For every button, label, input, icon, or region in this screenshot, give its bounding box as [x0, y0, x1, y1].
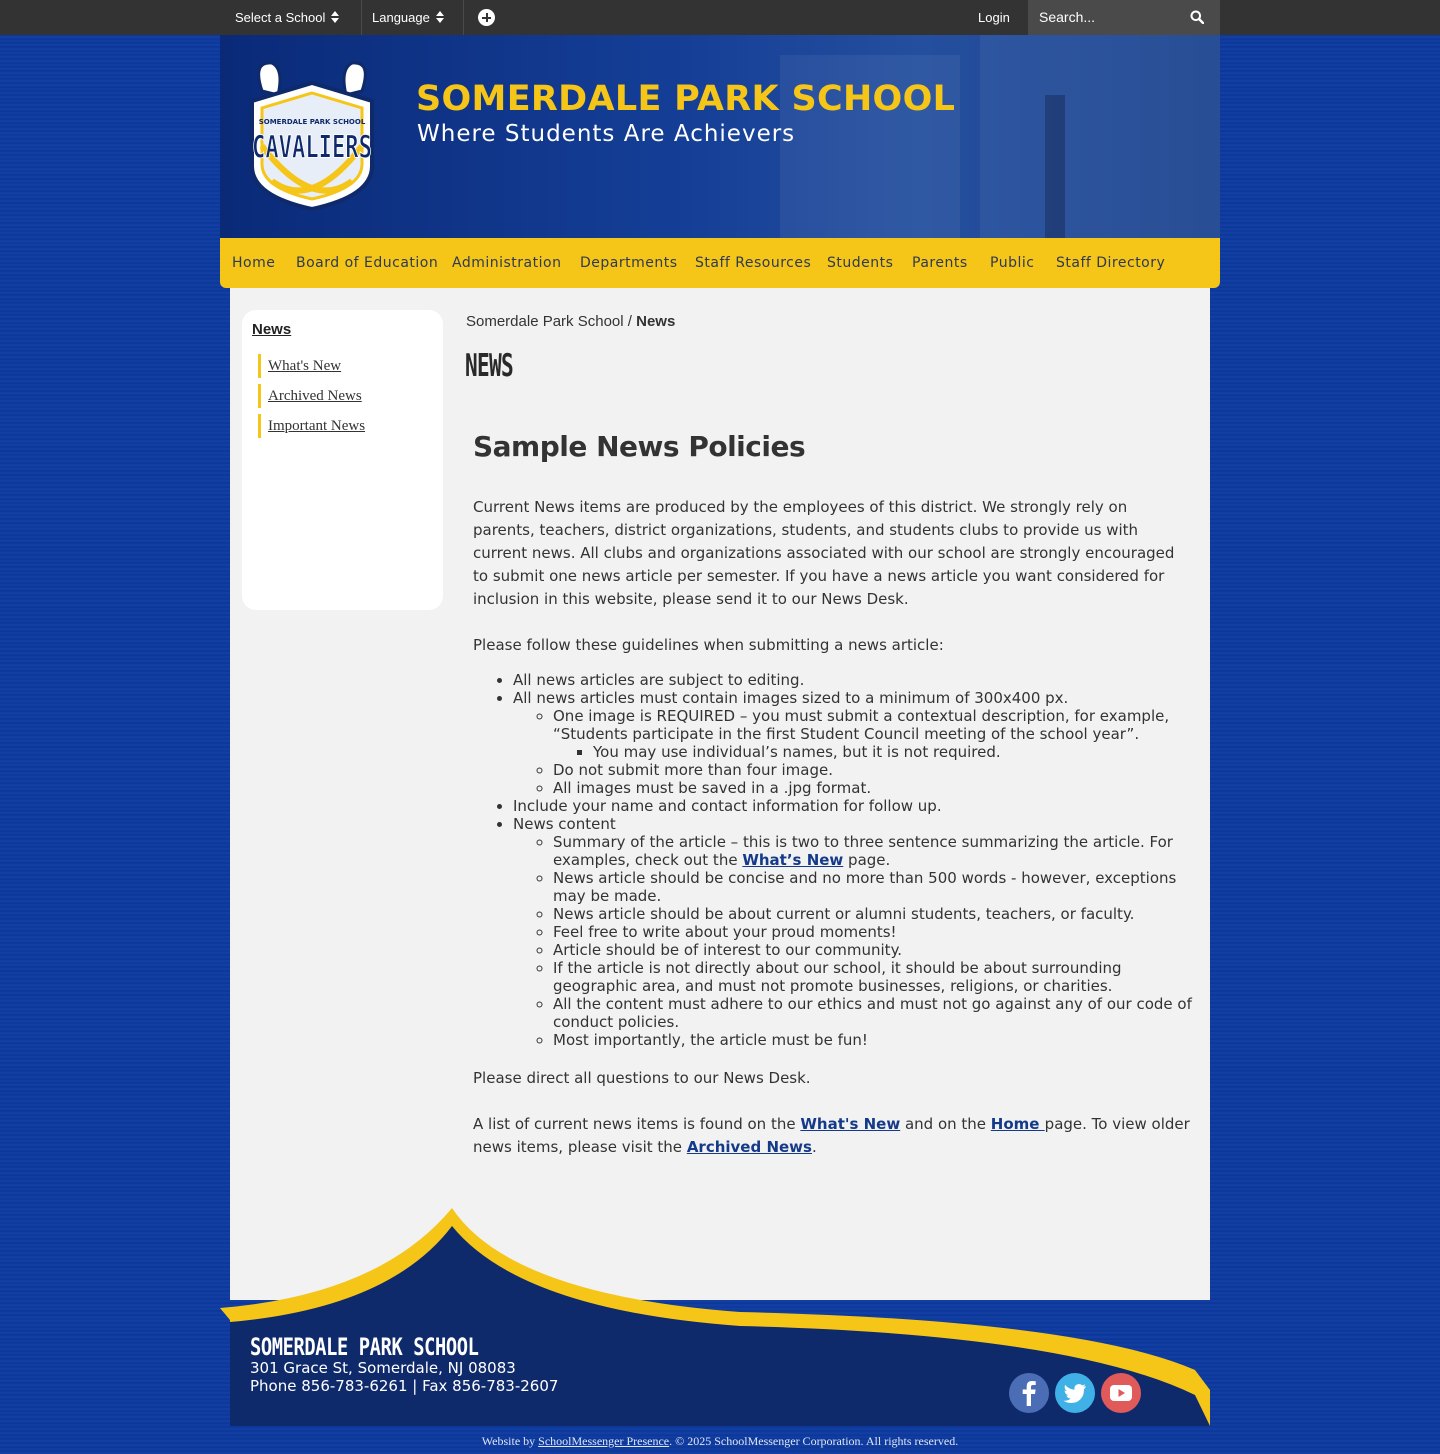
article-intro: Current News items are produced by the employees of this district. We strongly rely on parents, teachers, district organizations, students, and students clubs to provide us with current news. All clubs and organizations associated with our school are strongly encouraged to submit one news article per semester. If you have a news article you want considered for inclusion in this website, please send it to our News Desk. — [473, 498, 1175, 608]
archived-news-link[interactable]: Archived News — [686, 1138, 812, 1156]
list-item-text: One image is REQUIRED – you must submit a contextual description, for example, “Students participate in the first Student Council meeting of the school year”. — [553, 707, 1170, 743]
article-heading: Sample News Policies — [473, 430, 806, 463]
select-school-dropdown[interactable] — [235, 0, 339, 35]
nav-staff-resources[interactable]: Staff Resources — [695, 255, 812, 271]
guidelines-intro: Please follow these guidelines when submitting a news article: — [473, 636, 944, 654]
list-item — [553, 905, 1193, 923]
sidebar-title-news[interactable]: News — [252, 321, 292, 338]
search-box — [1028, 0, 1220, 35]
whats-new-link[interactable]: What’s New — [742, 851, 844, 869]
list-item-text: All the content must adhere to our ethics and must not go against any of our code of conduct policies. — [553, 995, 1192, 1031]
breadcrumb — [466, 313, 675, 330]
search-icon[interactable] — [1190, 10, 1204, 24]
footer-school-name: SOMERDALE PARK SCHOOL — [250, 1333, 479, 1361]
final-paragraph — [473, 1113, 1193, 1159]
logo-main-text: CAVALIERS — [252, 129, 372, 166]
list-item-text: Summary of the article – this is two to three sentence summarizing the article. For examples, check out the — [553, 833, 1173, 869]
list-item-text: Article should be of interest to our community. — [553, 941, 903, 959]
sidebar-item-archived-news[interactable]: Archived News — [258, 384, 362, 408]
facebook-icon[interactable] — [1009, 1373, 1049, 1413]
list-item — [513, 689, 1193, 797]
cavaliers-logo[interactable] — [232, 61, 392, 211]
schoolmessenger-link[interactable]: SchoolMessenger Presence — [538, 1434, 670, 1448]
divider — [361, 0, 362, 35]
search-input[interactable] — [1039, 9, 1179, 25]
list-item — [513, 797, 1193, 815]
list-item-text: Feel free to write about your proud moments! — [553, 923, 897, 941]
nav-administration[interactable]: Administration — [452, 255, 562, 271]
list-item-text: If the article is not directly about our school, it should be about surrounding geographic area, and must not promote businesses, religions, or charities. — [553, 959, 1122, 995]
list-item — [553, 833, 1193, 869]
plus-circle-icon[interactable] — [478, 9, 495, 26]
list-item-text: All images must be saved in a .jpg format. — [553, 779, 872, 797]
copyright-bar — [0, 1426, 1440, 1454]
nav-home[interactable]: Home — [232, 255, 276, 271]
sort-icon — [436, 11, 444, 23]
sidebar-item-whats-new[interactable]: What's New — [258, 354, 341, 378]
language-label: Language — [372, 10, 430, 25]
list-item — [513, 671, 1193, 689]
list-item-text: All news articles must contain images sized to a minimum of 300x400 px. — [513, 689, 1069, 707]
list-item-text: News content — [513, 815, 616, 833]
logo-small-text: SOMERDALE PARK SCHOOL — [258, 118, 366, 126]
article-body — [473, 430, 1193, 1182]
nav-board-of-education[interactable]: Board of Education — [296, 255, 439, 271]
list-item-text: Do not submit more than four image. — [553, 761, 833, 779]
footer-address: 301 Grace St, Somerdale, NJ 08083 — [250, 1359, 516, 1377]
breadcrumb-root[interactable]: Somerdale Park School — [466, 313, 624, 330]
login-link[interactable]: Login — [978, 10, 1010, 25]
list-item-text: page. — [843, 851, 891, 869]
paragraph-text: . — [811, 1138, 817, 1156]
building-graphic — [980, 35, 1220, 238]
language-dropdown[interactable] — [372, 0, 444, 35]
site-title[interactable]: SOMERDALE PARK SCHOOL — [416, 79, 956, 119]
list-item-text: All news articles are subject to editing. — [513, 671, 805, 689]
site-header — [220, 35, 1220, 238]
copyright-text: . © 2025 SchoolMessenger Corporation. All rights reserved. — [669, 1434, 959, 1448]
nav-departments[interactable]: Departments — [580, 255, 678, 271]
sidebar-item-important-news[interactable]: Important News — [258, 414, 365, 438]
sub-list — [553, 743, 1193, 761]
building-graphic — [1045, 95, 1065, 238]
list-item — [553, 995, 1193, 1031]
sidebar-subnav — [242, 310, 443, 610]
nav-parents[interactable]: Parents — [912, 255, 968, 271]
home-link[interactable]: Home — [990, 1115, 1045, 1133]
list-item — [553, 923, 1193, 941]
list-item — [553, 779, 1193, 797]
twitter-icon[interactable] — [1055, 1373, 1095, 1413]
list-item — [553, 941, 1193, 959]
sub-list — [513, 833, 1193, 1049]
list-item-text: You may use individual’s names, but it is not required. — [593, 743, 1001, 761]
list-item-text: Most importantly, the article must be fun! — [553, 1031, 868, 1049]
breadcrumb-current: News — [636, 313, 676, 330]
youtube-icon[interactable] — [1101, 1373, 1141, 1413]
list-item — [553, 1031, 1193, 1049]
guidelines-list — [473, 671, 1193, 1049]
nav-students[interactable]: Students — [827, 255, 894, 271]
utility-bar — [0, 0, 1440, 35]
list-item — [553, 869, 1193, 905]
footer-phone: Phone 856-783-6261 | Fax 856-783-2607 — [250, 1377, 559, 1395]
page-title: NEWS — [465, 348, 514, 384]
paragraph-text: and on the — [900, 1115, 991, 1133]
list-item — [553, 761, 1193, 779]
list-item — [513, 815, 1193, 1049]
site-tagline: Where Students Are Achievers — [417, 121, 796, 147]
list-item-text: News article should be concise and no more than 500 words - however, exceptions may be made. — [553, 869, 1177, 905]
breadcrumb-separator: / — [623, 313, 637, 330]
sub-list — [513, 707, 1193, 797]
credit-text: Website by — [481, 1434, 539, 1448]
sort-icon — [331, 11, 339, 23]
whats-new-link[interactable]: What's New — [800, 1115, 901, 1133]
list-item — [553, 959, 1193, 995]
paragraph-text: A list of current news items is found on the — [473, 1115, 801, 1133]
select-school-label: Select a School — [235, 10, 326, 25]
divider — [463, 0, 464, 35]
nav-staff-directory[interactable]: Staff Directory — [1056, 255, 1166, 271]
main-navigation — [220, 238, 1220, 288]
list-item-text: Include your name and contact information for follow up. — [513, 797, 942, 815]
questions-text: Please direct all questions to our News Desk. — [473, 1069, 811, 1087]
list-item — [593, 743, 1193, 761]
list-item — [553, 707, 1193, 761]
nav-public[interactable]: Public — [990, 255, 1035, 271]
paragraph-text: page. To view older news items, please visit the — [473, 1115, 1190, 1156]
list-item-text: News article should be about current or alumni students, teachers, or faculty. — [553, 905, 1135, 923]
